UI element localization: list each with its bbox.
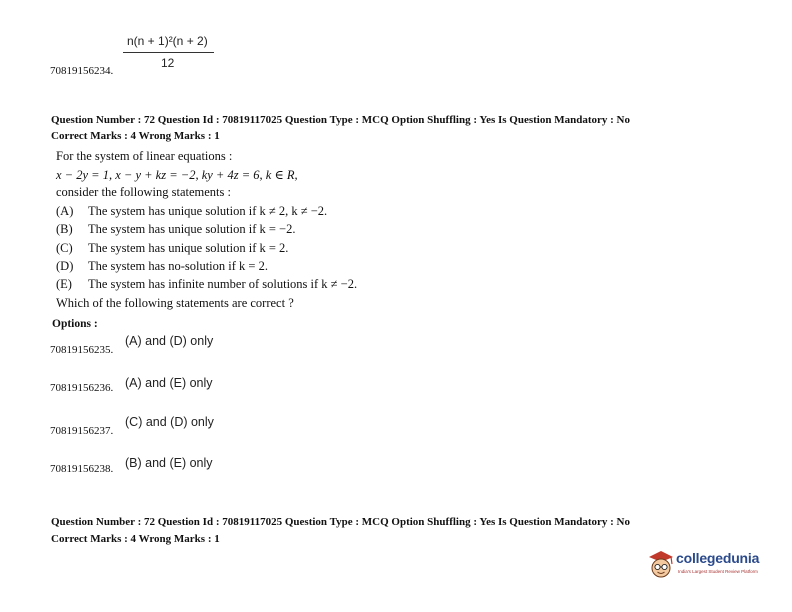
question-header-line2: Correct Marks : 4 Wrong Marks : 1 [51,130,220,142]
question-ask: Which of the following statements are correct ? [56,296,294,310]
statement-label: (C) [56,241,73,255]
statement-label: (A) [56,204,74,218]
option-text[interactable]: (A) and (E) only [125,376,213,390]
option-id: 70819156237. [50,425,114,437]
statement-text: The system has no-solution if k = 2. [88,259,268,273]
question-consider: consider the following statements : [56,185,231,199]
next-question-header-line1: Question Number : 72 Question Id : 70819117025 Question Type : MCQ Option Shuffling : Yes Is Question Mandatory : No [51,516,630,528]
statement-label: (B) [56,222,73,236]
question-intro: For the system of linear equations : [56,149,233,163]
mascot-icon [646,548,676,582]
statement-text: The system has unique solution if k = −2. [88,222,296,236]
logo-tagline: India's Largest Student Review Platform [678,569,758,574]
option-id: 70819156235. [50,344,114,356]
logo-name: collegedunia [676,550,760,566]
statement-label: (D) [56,259,74,273]
option-text[interactable]: (B) and (E) only [125,456,213,470]
statement-text: The system has unique solution if k ≠ 2, k ≠ −2. [88,204,328,218]
question-header-line1: Question Number : 72 Question Id : 70819117025 Question Type : MCQ Option Shuffling : Yes Is Question Mandatory : No [51,114,630,126]
option-id: 70819156236. [50,382,114,394]
next-question-header-line2: Correct Marks : 4 Wrong Marks : 1 [51,533,220,545]
options-label: Options : [52,318,98,330]
statement-text: The system has infinite number of solutions if k ≠ −2. [88,277,358,291]
statement-label: (E) [56,277,72,291]
question-equations: x − 2y = 1, x − y + kz = −2, ky + 4z = 6, k ∈ R, [56,168,298,182]
fraction-denominator: 12 [161,56,175,70]
option-id: 70819156234. [50,65,114,77]
collegedunia-logo [646,548,766,586]
fraction-bar [123,52,214,53]
option-text[interactable]: (C) and (D) only [125,415,214,429]
statement-text: The system has unique solution if k = 2. [88,241,289,255]
option-id: 70819156238. [50,463,114,475]
fraction-numerator: n(n + 1)²(n + 2) [127,34,208,48]
option-text[interactable]: (A) and (D) only [125,334,214,348]
